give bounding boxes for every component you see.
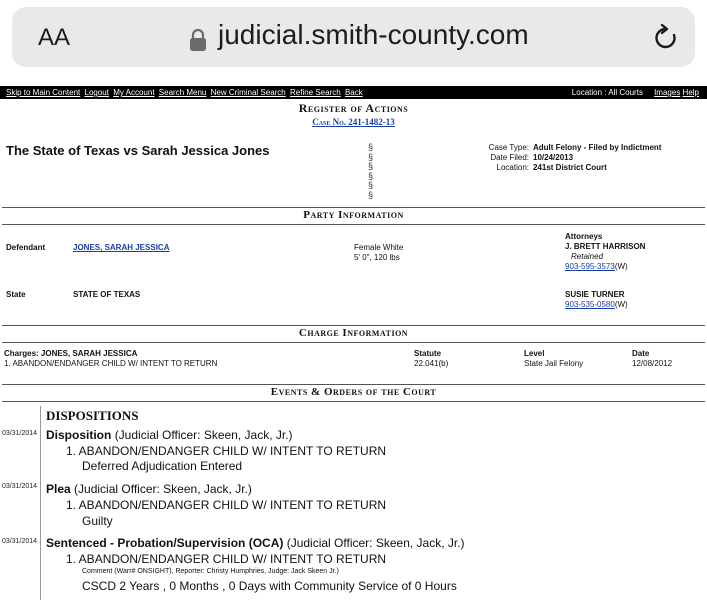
nav-refine-search[interactable]: Refine Search bbox=[290, 88, 341, 97]
attorneys-label: Attorneys bbox=[565, 232, 603, 241]
charge-row-text: 1. ABANDON/ENDANGER CHILD W/ INTENT TO RETURN bbox=[4, 359, 218, 368]
address-bar[interactable] bbox=[12, 7, 695, 67]
section-mark: § bbox=[368, 189, 374, 200]
section-mark: § bbox=[368, 161, 374, 171]
location-text: Location : All Courts bbox=[571, 88, 643, 97]
event-header bbox=[46, 428, 293, 442]
events-left-rule bbox=[40, 406, 41, 600]
nav-my-account[interactable]: My Account bbox=[113, 88, 155, 97]
section-marks bbox=[368, 143, 373, 200]
phone-suffix: (W) bbox=[614, 300, 628, 309]
state-attorney-phone-row bbox=[565, 300, 628, 309]
nav-search-menu[interactable]: Search Menu bbox=[158, 88, 207, 97]
case-type-label: Case Type: bbox=[488, 143, 529, 152]
defendant-attorney-phone-row bbox=[565, 262, 628, 271]
case-type-value: Adult Felony - Filed by Indictment bbox=[533, 143, 662, 152]
state-attorney-phone-link[interactable]: 903-535-0580 bbox=[565, 300, 615, 309]
divider bbox=[2, 207, 705, 208]
defendant-desc2: 5' 0", 120 lbs bbox=[354, 253, 400, 262]
case-type-row bbox=[440, 143, 661, 153]
party-info-heading: Party Information bbox=[303, 209, 404, 221]
level-header: Level bbox=[524, 349, 545, 358]
date-filed-value: 10/24/2013 bbox=[533, 153, 574, 162]
defendant-attorney: J. BRETT HARRISON bbox=[565, 242, 646, 251]
location-row bbox=[440, 163, 661, 173]
defendant-label: Defendant bbox=[6, 243, 46, 252]
location-value: 241st District Court bbox=[533, 163, 607, 172]
url-text[interactable]: judicial.smith-county.com bbox=[218, 19, 529, 50]
state-attorney: SUSIE TURNER bbox=[565, 290, 625, 299]
register-title: Register of Actions bbox=[298, 101, 409, 115]
lock-icon bbox=[188, 28, 208, 52]
section-mark: § bbox=[368, 170, 374, 181]
browser-chrome bbox=[0, 0, 707, 82]
section-mark: § bbox=[368, 180, 374, 190]
event-date: 03/31/2014 bbox=[2, 430, 38, 437]
event-type: Disposition bbox=[46, 428, 112, 442]
event-date: 03/31/2014 bbox=[2, 483, 38, 490]
dispositions-label: DISPOSITIONS bbox=[46, 408, 139, 423]
defendant-desc1: Female White bbox=[354, 243, 404, 252]
defendant-name-link[interactable]: JONES, SARAH JESSICA bbox=[73, 243, 170, 252]
divider bbox=[2, 342, 705, 343]
event-charge: 1. ABANDON/ENDANGER CHILD W/ INTENT TO RETURN bbox=[66, 552, 387, 566]
divider bbox=[2, 384, 705, 385]
charge-row-statute: 22.041(b) bbox=[414, 359, 449, 368]
case-info bbox=[440, 143, 661, 173]
case-number-link[interactable]: Case No. 241-1482-13 bbox=[312, 117, 395, 127]
case-title: The State of Texas vs Sarah Jessica Jones bbox=[6, 143, 270, 158]
attorney-status: Retained bbox=[571, 252, 604, 261]
date-header: Date bbox=[632, 349, 650, 358]
location-label: Location: bbox=[496, 163, 529, 172]
event-header bbox=[46, 482, 252, 496]
section-mark: § bbox=[368, 151, 374, 162]
event-date: 03/31/2014 bbox=[2, 538, 38, 545]
divider bbox=[2, 224, 705, 225]
nav-links bbox=[6, 86, 365, 99]
state-label: State bbox=[6, 290, 26, 299]
date-filed-row bbox=[440, 153, 661, 163]
date-filed-label: Date Filed: bbox=[490, 153, 529, 162]
events-heading: Events & Orders of the Court bbox=[270, 386, 437, 398]
event-officer: (Judicial Officer: Skeen, Jack, Jr.) bbox=[286, 536, 465, 550]
nav-images[interactable]: Images bbox=[654, 88, 681, 97]
charge-info-heading: Charge Information bbox=[298, 327, 409, 339]
charges-label: Charges: JONES, SARAH JESSICA bbox=[4, 349, 138, 358]
event-result: CSCD 2 Years , 0 Months , 0 Days with Community Service of 0 Hours bbox=[82, 579, 457, 593]
site-nav-bar bbox=[0, 86, 707, 99]
statute-header: Statute bbox=[414, 349, 442, 358]
nav-help[interactable]: Help bbox=[682, 88, 699, 97]
state-name: STATE OF TEXAS bbox=[73, 290, 141, 299]
attorney-phone-link[interactable]: 903-595-3573 bbox=[565, 262, 615, 271]
event-type: Sentenced - Probation/Supervision (OCA) bbox=[46, 536, 284, 550]
nav-back[interactable]: Back bbox=[344, 88, 363, 97]
nav-skip-to-main[interactable]: Skip to Main Content bbox=[6, 88, 81, 97]
event-comment: Comment (Warr# ONSIGHT), Reporter: Christy Humphries, Judge: Jack Skeen Jr.) bbox=[82, 568, 339, 575]
event-result: Guilty bbox=[82, 514, 113, 528]
reload-icon[interactable] bbox=[653, 23, 681, 53]
section-mark: § bbox=[368, 142, 374, 152]
event-charge: 1. ABANDON/ENDANGER CHILD W/ INTENT TO RETURN bbox=[66, 444, 387, 458]
nav-right bbox=[572, 86, 699, 99]
event-type: Plea bbox=[46, 482, 71, 496]
divider bbox=[2, 325, 705, 326]
event-header bbox=[46, 536, 465, 550]
divider bbox=[2, 401, 705, 402]
event-charge: 1. ABANDON/ENDANGER CHILD W/ INTENT TO RETURN bbox=[66, 498, 387, 512]
event-officer: (Judicial Officer: Skeen, Jack, Jr.) bbox=[114, 428, 293, 442]
text-size-button[interactable]: AA bbox=[38, 24, 71, 51]
charge-row-date: 12/08/2012 bbox=[632, 359, 673, 368]
nav-logout[interactable]: Logout bbox=[84, 88, 109, 97]
event-officer: (Judicial Officer: Skeen, Jack, Jr.) bbox=[74, 482, 252, 496]
nav-new-criminal-search[interactable]: New Criminal Search bbox=[210, 88, 286, 97]
phone-suffix: (W) bbox=[614, 262, 628, 271]
event-result: Deferred Adjudication Entered bbox=[82, 459, 243, 473]
charge-row-level: State Jail Felony bbox=[524, 359, 584, 368]
